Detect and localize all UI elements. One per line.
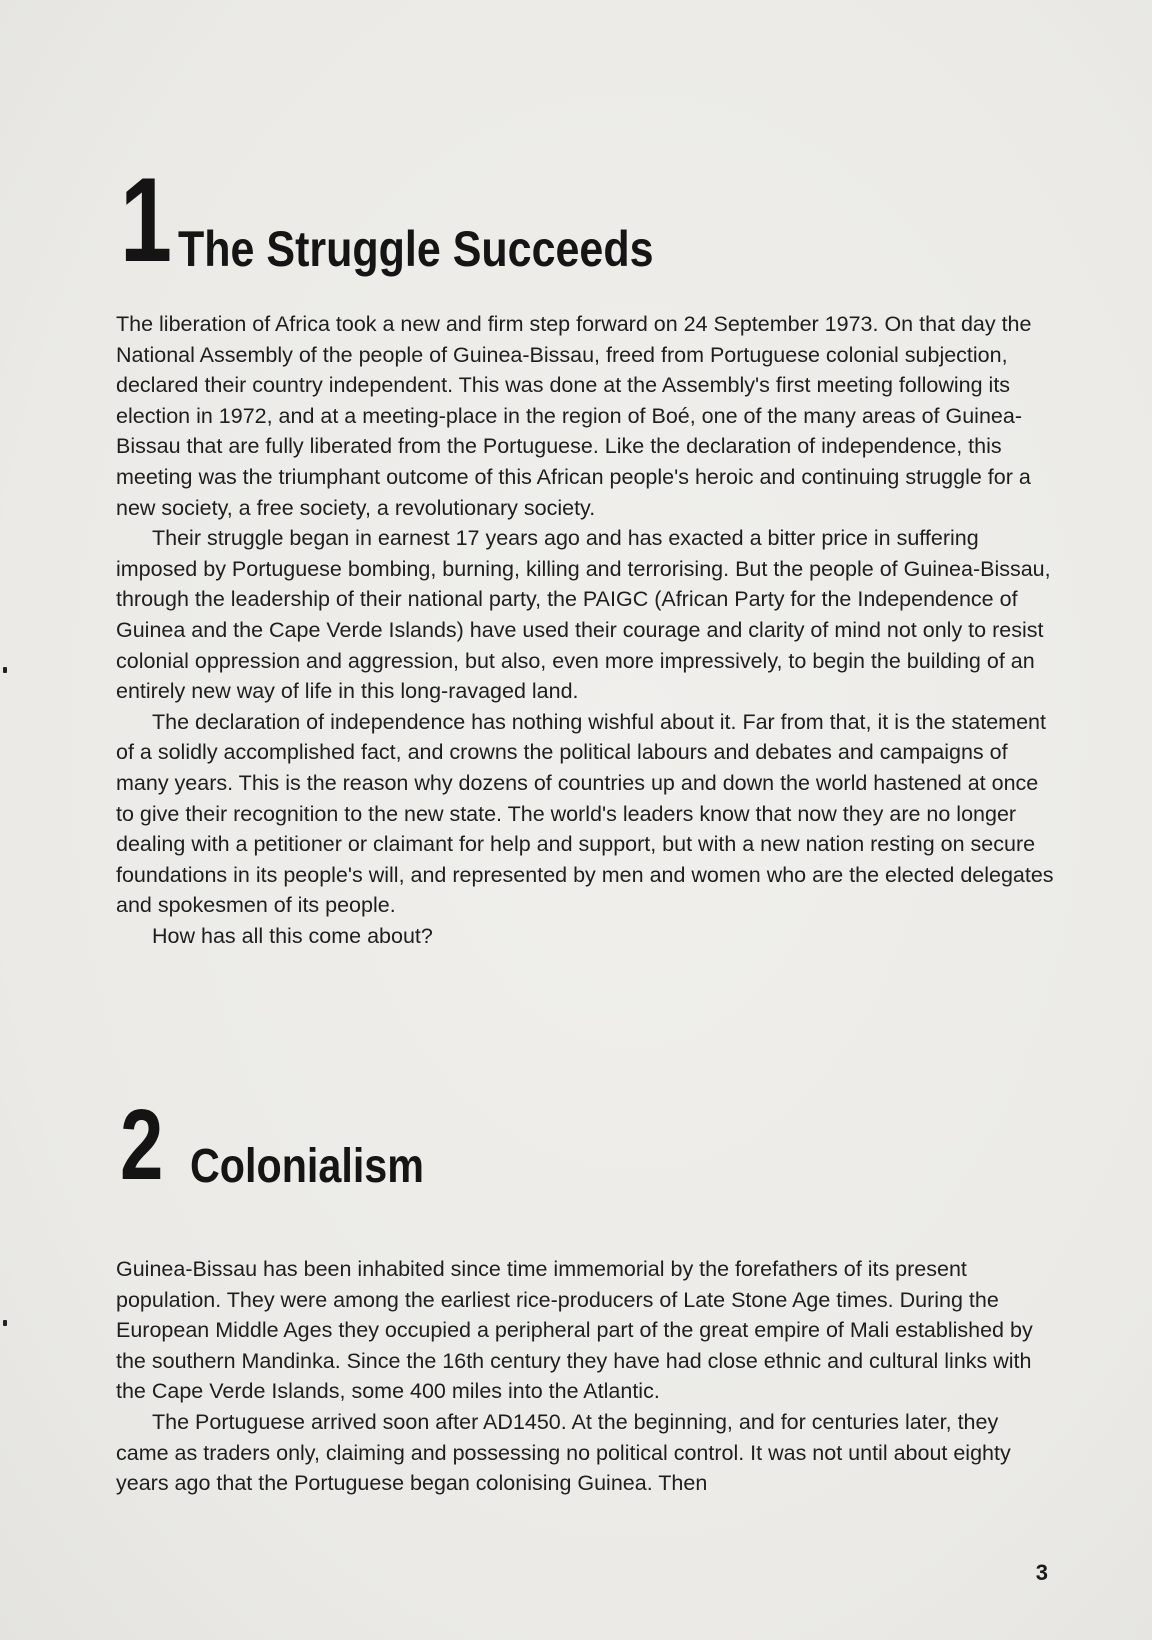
section-1-number: 1 — [120, 153, 173, 287]
section-2-heading — [120, 1089, 462, 1201]
section-2-number: 2 — [120, 1089, 164, 1201]
margin-mark — [3, 1320, 7, 1326]
margin-mark — [3, 667, 7, 673]
section-2-body — [116, 1254, 1056, 1499]
paragraph: Their struggle began in earnest 17 years ago and has exacted a bitter price in suffering imposed by Portuguese bombing, burning, killing and terrorising. But the people of Guinea-Bissau, through the leadership of their national party, the PAIGC (African Party for the Independence of Guinea and the Cape Verde Islands) have used their courage and clarity of mind not only to resist colonial oppression and aggression, but also, even more impressively, to begin the building of an entirely new way of life in this long-ravaged land. — [116, 526, 1051, 704]
section-1-title: The Struggle Succeeds — [178, 221, 654, 277]
page-number: 3 — [1035, 1560, 1048, 1585]
paragraph: How has all this come about? — [152, 923, 433, 948]
section-2-title: Colonialism — [190, 1140, 424, 1193]
paragraph: The Portuguese arrived soon after AD1450. At the beginning, and for centuries later, they came as traders only, claiming and possessing no political control. It was not until about eighty years ago that the Portuguese began colonising Guinea. Then — [116, 1409, 1011, 1496]
section-1-heading — [120, 153, 731, 287]
section-1-body — [116, 309, 1056, 951]
paragraph: The declaration of independence has nothing wishful about it. Far from that, it is the statement of a solidly accomplished fact, and crowns the political labours and debates and campaigns of many years. This is the reason why dozens of countries up and down the world hastened at once to give their recognition to the new state. The world's leaders know that now they are no longer dealing with a petitioner or claimant for help and support, but with a new nation resting on secure foundations in its people's will, and represented by men and women who are the elected delegates and spokesmen of its people. — [116, 709, 1054, 918]
paragraph: Guinea-Bissau has been inhabited since time immemorial by the forefathers of its present population. They were among the earliest rice-producers of Late Stone Age times. During the European Middle Ages they occupied a peripheral part of the great empire of Mali established by the southern Mandinka. Since the 16th century they have had close ethnic and cultural links with the Cape Verde Islands, some 400 miles into the Atlantic. — [116, 1257, 1033, 1404]
paragraph: The liberation of Africa took a new and firm step forward on 24 September 1973. On that day the National Assembly of the people of Guinea-Bissau, freed from Portuguese colonial subjection, declared their country independent. This was done at the Assembly's first meeting following its election in 1972, and at a meeting-place in the region of Boé, one of the many areas of Guinea-Bissau that are fully liberated from the Portuguese. Like the declaration of independence, this meeting was the triumphant outcome of this African people's heroic and continuing struggle for a new society, a free society, a revolutionary society. — [116, 312, 1032, 520]
